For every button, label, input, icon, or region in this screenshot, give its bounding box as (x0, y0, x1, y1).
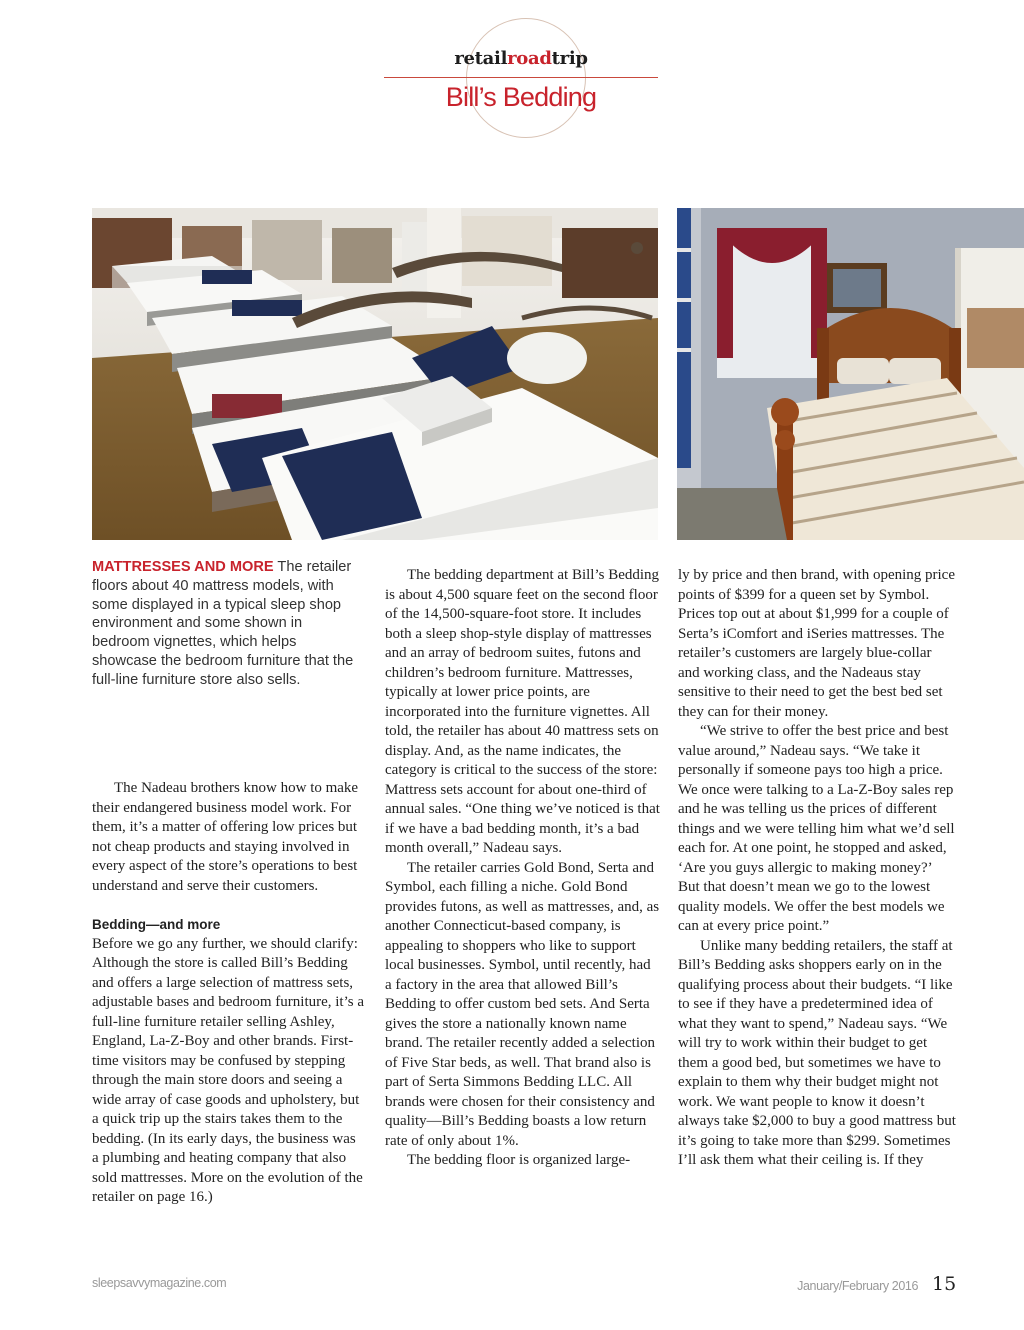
section-kicker (384, 48, 658, 69)
col3-paragraph-1: ly by price and then brand, with opening price points of $399 for a queen set by Symbol. Prices top out at about $1,999 for a couple of Serta’s iComfort and iSeries mattresses. The retailer’s customers are largely blue-collar and working class, and the Nadeaus stay sensitive to their need to get the best bed set they can for their money. (678, 567, 956, 720)
col2-paragraph-3: The bedding floor is organized large- (407, 1152, 631, 1168)
kicker-part-road: road (507, 48, 552, 69)
col2-paragraph-2: The retailer carries Gold Bond, Serta and Symbol, each filling a niche. Gold Bond provides futons, as well as mattresses, and, as another Connecticut-based company, is appealing to shoppers who like to support local businesses. Symbol, until recently, had a factory in the area that allowed Bill’s Bedding to offer custom bed sets. And Serta gives the store a nationally known name brand. The retailer recently added a selection of Five Star beds, as well. That brand also is part of Serta Simmons Bedding LLC. All brands were chosen for their consistency and quality—Bill’s Bedding boasts a low return rate of only about 1%. (385, 859, 660, 1149)
col1-paragraph-2: Before we go any further, we should clarify: Although the store is called Bill’s Bedding and offers a large selection of mattress sets, adjustable bases and bedroom furniture, it’s a full-line furniture retailer selling Ashley, England, La-Z-Boy and other brands. First-time visitors may be confused by stepping through the main store doors and seeing a wide array of case goods and upholstery, but a quick trip up the stairs takes them to the bedding. (In its early days, the business was a plumbing and heating company that also sold mattresses. More on the evolution of the retailer on page 16.) (92, 935, 365, 1205)
col1-paragraph-1: The Nadeau brothers know how to make their endangered business model work. For them, it’s a matter of offering low prices but not cheap products and staying involved in every aspect of the store’s operations to best understand and serve their customers. (92, 780, 359, 894)
caption-heading: MATTRESSES AND MORE (92, 559, 274, 575)
page-number: 15 (932, 1273, 957, 1295)
kicker-part-trip: trip (551, 48, 588, 69)
footer-website: sleepsavvymagazine.com (92, 1276, 227, 1290)
footer-issue-text: January/February 2016 (797, 1279, 918, 1293)
article-column-3 (678, 566, 956, 1171)
mattress-showroom-illustration (92, 208, 658, 540)
col3-paragraph-3: Unlike many bedding retailers, the staff at Bill’s Bedding asks shoppers early on in the qualifying process about their budgets. “I like to see if they have a predetermined idea of what they want to spend,” Nadeau says. “We will try to work within their budget to get them a good bed, but sometimes we have to explain to them why their budget might not work. We want people to know it doesn’t always take $2,000 to buy a good mattress but it’s going to take more than $299. Sometimes I’ll ask them what their ceiling is. If they (678, 937, 956, 1168)
caption-text: The retailer floors about 40 mattress models, with some displayed in a typical sleep shop environment and some shown in bedroom vignettes, which helps showcase the bedroom furniture that the full-line furniture store also sells. (92, 559, 354, 688)
photo-caption (92, 558, 354, 690)
subhead-bedding-and-more: Bedding—and more (92, 917, 221, 932)
header-rule (384, 77, 658, 78)
store-title: Bill’s Bedding (445, 82, 597, 112)
col2-paragraph-1: The bedding department at Bill’s Bedding is about 4,500 square feet on the second floor of the 14,500-square-foot store. It includes both a sleep shop-style display of mattresses and an array of bedroom suites, futons and children’s bedroom furniture. Mattresses, typically at lower price points, are incorporated into the furniture vignettes. All told, the retailer has about 40 mattress sets on display. And, as the name indicates, the category is critical to the success of the store: Mattress sets account for about one-third of annual sales. “One thing we’ve noticed is that if we have a bad bedding month, it’s a bad month overall,” Nadeau says. (385, 567, 660, 856)
article-column-2 (385, 566, 661, 1171)
bedroom-vignette-photo (677, 208, 1024, 540)
bedroom-vignette-illustration (677, 208, 1024, 540)
kicker-part-retail: retail (454, 48, 508, 69)
header-circle-ornament (466, 18, 586, 138)
mattress-showroom-photo (92, 208, 658, 540)
footer-issue-date (797, 1279, 952, 1293)
col3-paragraph-2: “We strive to offer the best price and best value around,” Nadeau says. “We take it personally if someone pays too high a price. We once were talking to a La-Z-Boy sales rep and he was telling us the prices of different things and we were telling him what we’d sell each for. At one point, he stopped and asked, ‘Are you guys allergic to making money?’ But that doesn’t mean we go to the lowest quality models. We offer the best models we can at every price point.” (678, 723, 955, 934)
article-column-1 (92, 779, 364, 1208)
